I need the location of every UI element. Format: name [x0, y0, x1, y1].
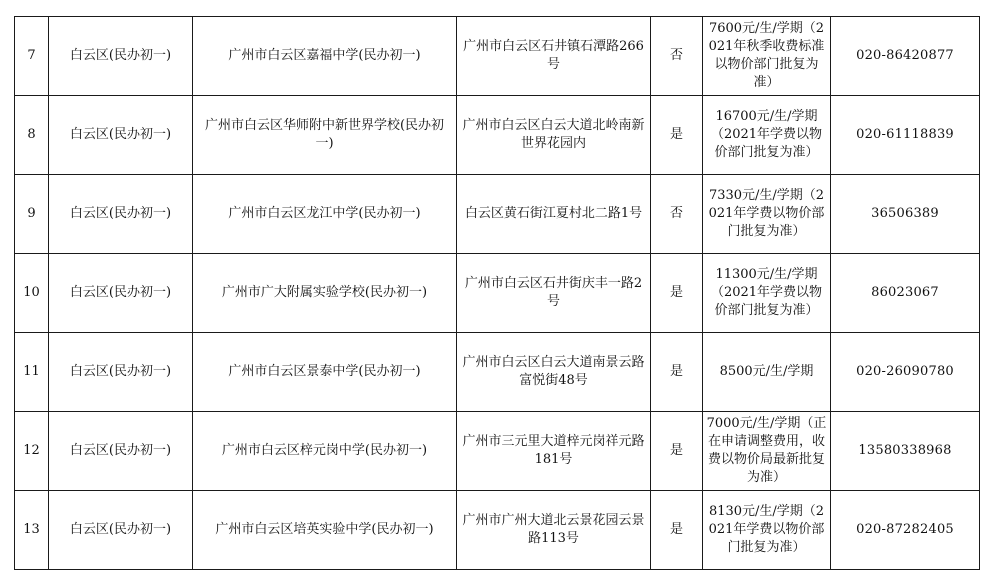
boarding-cell: 是	[651, 491, 703, 570]
fee-cell: 16700元/生/学期（2021年学费以物价部门批复为准）	[703, 96, 831, 175]
table-row	[15, 412, 980, 491]
boarding-cell: 否	[651, 175, 703, 254]
row-number: 10	[15, 254, 49, 333]
fee-cell: 7330元/生/学期（2021年学费以物价部门批复为准）	[703, 175, 831, 254]
phone-cell: 020-61118839	[831, 96, 980, 175]
fee-cell: 8500元/生/学期	[703, 333, 831, 412]
fee-cell: 7000元/生/学期（正在申请调整费用，收费以物价局最新批复为准）	[703, 412, 831, 491]
district-cell: 白云区(民办初一)	[49, 175, 193, 254]
row-number: 13	[15, 491, 49, 570]
row-number: 8	[15, 96, 49, 175]
address-cell: 广州市白云区白云大道南景云路富悦街48号	[457, 333, 651, 412]
school-name-cell: 广州市白云区华师附中新世界学校(民办初一)	[193, 96, 457, 175]
table-row	[15, 175, 980, 254]
school-table	[14, 16, 980, 570]
table-row	[15, 333, 980, 412]
boarding-cell: 是	[651, 254, 703, 333]
table-row	[15, 17, 980, 96]
district-cell: 白云区(民办初一)	[49, 254, 193, 333]
address-cell: 广州市白云区石井街庆丰一路2号	[457, 254, 651, 333]
school-name-cell: 广州市白云区梓元岗中学(民办初一)	[193, 412, 457, 491]
district-cell: 白云区(民办初一)	[49, 17, 193, 96]
district-cell: 白云区(民办初一)	[49, 333, 193, 412]
phone-cell: 020-87282405	[831, 491, 980, 570]
fee-cell: 7600元/生/学期（2021年秋季收费标准以物价部门批复为准）	[703, 17, 831, 96]
address-cell: 白云区黄石街江夏村北二路1号	[457, 175, 651, 254]
school-name-cell: 广州市广大附属实验学校(民办初一)	[193, 254, 457, 333]
school-name-cell: 广州市白云区培英实验中学(民办初一)	[193, 491, 457, 570]
phone-cell: 13580338968	[831, 412, 980, 491]
row-number: 9	[15, 175, 49, 254]
school-name-cell: 广州市白云区龙江中学(民办初一)	[193, 175, 457, 254]
district-cell: 白云区(民办初一)	[49, 412, 193, 491]
boarding-cell: 是	[651, 412, 703, 491]
table-row	[15, 254, 980, 333]
school-name-cell: 广州市白云区景泰中学(民办初一)	[193, 333, 457, 412]
fee-cell: 11300元/生/学期（2021年学费以物价部门批复为准）	[703, 254, 831, 333]
address-cell: 广州市广州大道北云景花园云景路113号	[457, 491, 651, 570]
row-number: 12	[15, 412, 49, 491]
address-cell: 广州市白云区石井镇石潭路266号	[457, 17, 651, 96]
address-cell: 广州市三元里大道梓元岗祥元路181号	[457, 412, 651, 491]
boarding-cell: 否	[651, 17, 703, 96]
boarding-cell: 是	[651, 333, 703, 412]
phone-cell: 020-26090780	[831, 333, 980, 412]
table-row	[15, 96, 980, 175]
boarding-cell: 是	[651, 96, 703, 175]
phone-cell: 86023067	[831, 254, 980, 333]
school-name-cell: 广州市白云区嘉福中学(民办初一)	[193, 17, 457, 96]
phone-cell: 020-86420877	[831, 17, 980, 96]
phone-cell: 36506389	[831, 175, 980, 254]
row-number: 7	[15, 17, 49, 96]
address-cell: 广州市白云区白云大道北岭南新世界花园内	[457, 96, 651, 175]
district-cell: 白云区(民办初一)	[49, 491, 193, 570]
row-number: 11	[15, 333, 49, 412]
table-body	[15, 17, 980, 570]
fee-cell: 8130元/生/学期（2021年学费以物价部门批复为准）	[703, 491, 831, 570]
district-cell: 白云区(民办初一)	[49, 96, 193, 175]
table-row	[15, 491, 980, 570]
